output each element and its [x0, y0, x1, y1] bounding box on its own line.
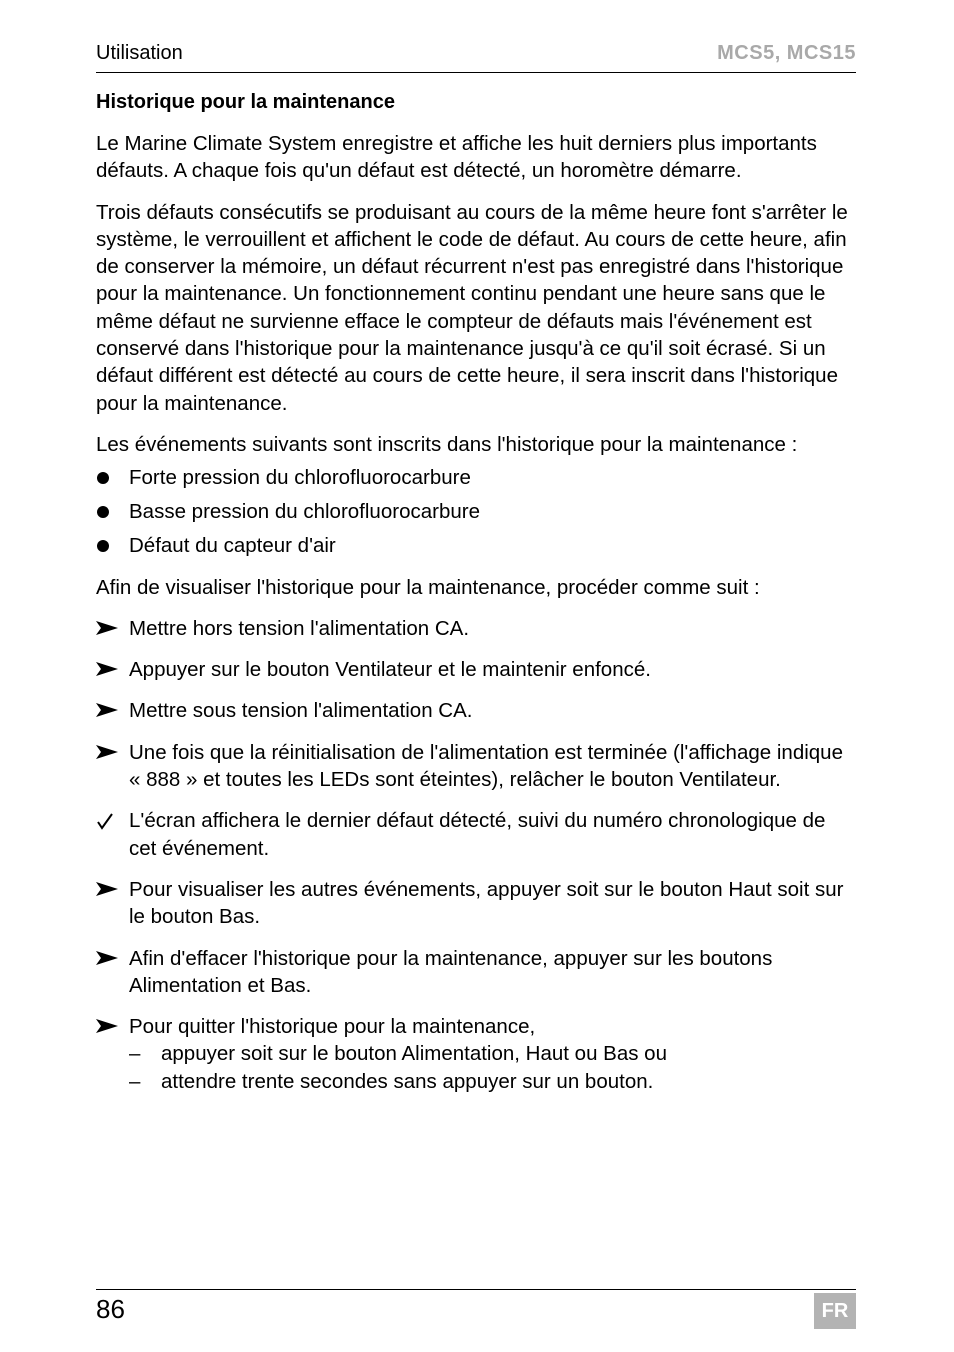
- paragraph-events-intro: Les événements suivants sont inscrits dans l'historique pour la maintenance :: [96, 432, 798, 456]
- bullet-dot-icon: [97, 540, 109, 552]
- procedure-step: [96, 945, 856, 1000]
- bullet-dot-icon: [97, 506, 109, 518]
- list-item-text: Basse pression du chlorofluorocarbure: [129, 500, 480, 524]
- header-model-name: MCS5, MCS15: [717, 42, 856, 64]
- arrow-right-icon: [96, 745, 118, 759]
- procedure-step: [96, 697, 856, 724]
- sub-item-text: appuyer soit sur le bouton Alimentation, Haut ou Bas ou: [161, 1042, 667, 1066]
- sub-list-item: [129, 1068, 856, 1095]
- arrow-right-icon: [96, 951, 118, 965]
- arrow-right-icon: [96, 882, 118, 896]
- paragraph-intro: Le Marine Climate System enregistre et affiche les huit derniers plus importants défauts. A chaque fois qu'un défaut est détecté, un horomètre démarre.: [96, 132, 817, 183]
- exit-options-list: [129, 1040, 856, 1095]
- main-content: [96, 89, 856, 1109]
- header-section-title: Utilisation: [96, 42, 183, 64]
- procedure-step: [96, 1013, 856, 1095]
- bullet-dot-icon: [97, 472, 109, 484]
- step-text: Une fois que la réinitialisation de l'alimentation est terminée (l'affichage indique « 888 » et toutes les LEDs sont éteintes), relâcher le bouton Ventilateur.: [129, 740, 843, 792]
- step-text: Appuyer sur le bouton Ventilateur et le maintenir enfoncé.: [129, 658, 651, 682]
- list-item: [96, 464, 856, 491]
- page-header: [96, 40, 856, 73]
- step-text: Mettre hors tension l'alimentation CA.: [129, 616, 470, 640]
- arrow-right-icon: [96, 1019, 118, 1033]
- checkmark-icon: [96, 812, 114, 830]
- sub-list-item: [129, 1040, 856, 1067]
- procedure-result: [96, 807, 856, 862]
- list-item: [96, 532, 856, 559]
- arrow-right-icon: [96, 703, 118, 717]
- event-bullet-list: [96, 464, 856, 559]
- page-number: 86: [96, 1294, 125, 1324]
- list-item-text: Défaut du capteur d'air: [129, 534, 336, 558]
- paragraph-procedure-intro: Afin de visualiser l'historique pour la maintenance, procéder comme suit :: [96, 575, 760, 599]
- page-footer: [96, 1289, 856, 1324]
- procedure-step: [96, 656, 856, 683]
- dash-marker: –: [129, 1042, 141, 1066]
- list-item-text: Forte pression du chlorofluorocarbure: [129, 466, 471, 490]
- list-item: [96, 498, 856, 525]
- step-text: Mettre sous tension l'alimentation CA.: [129, 699, 473, 723]
- procedure-step: [96, 615, 856, 642]
- step-text: Pour quitter l'historique pour la maintenance,: [129, 1015, 536, 1039]
- paragraph-fault-behavior: Trois défauts consécutifs se produisant au cours de la même heure font s'arrêter le système, le verrouillent et affichent le code de défaut. Au cours de cette heure, afin de conserver la mémoire, un défaut récurrent n'est pas enregistré dans l'historique pour la maintenance. Un fonctionnement continu pendant une heure sans que le même défaut ne survienne efface le compteur de défauts mais l'événement est conservé dans l'historique pour la maintenance jusqu'à ce qu'il soit écrasé. Si un défaut différent est détecté au cours de cette heure, il sera inscrit dans l'historique pour la maintenance.: [96, 200, 848, 415]
- sub-item-text: attendre trente secondes sans appuyer sur un bouton.: [161, 1069, 654, 1093]
- step-text: Pour visualiser les autres événements, appuyer soit sur le bouton Haut soit sur le bouton Bas.: [129, 877, 844, 929]
- procedure-step: [96, 739, 856, 794]
- arrow-right-icon: [96, 662, 118, 676]
- step-text: L'écran affichera le dernier défaut détecté, suivi du numéro chronologique de cet événement.: [129, 809, 826, 860]
- section-heading: Historique pour la maintenance: [96, 91, 395, 113]
- step-text: Afin d'effacer l'historique pour la maintenance, appuyer sur les boutons Alimentation et Bas.: [129, 946, 773, 997]
- language-badge: FR: [814, 1293, 856, 1329]
- arrow-right-icon: [96, 621, 118, 635]
- procedure-step: [96, 876, 856, 931]
- procedure-steps: [96, 615, 856, 1095]
- dash-marker: –: [129, 1069, 141, 1093]
